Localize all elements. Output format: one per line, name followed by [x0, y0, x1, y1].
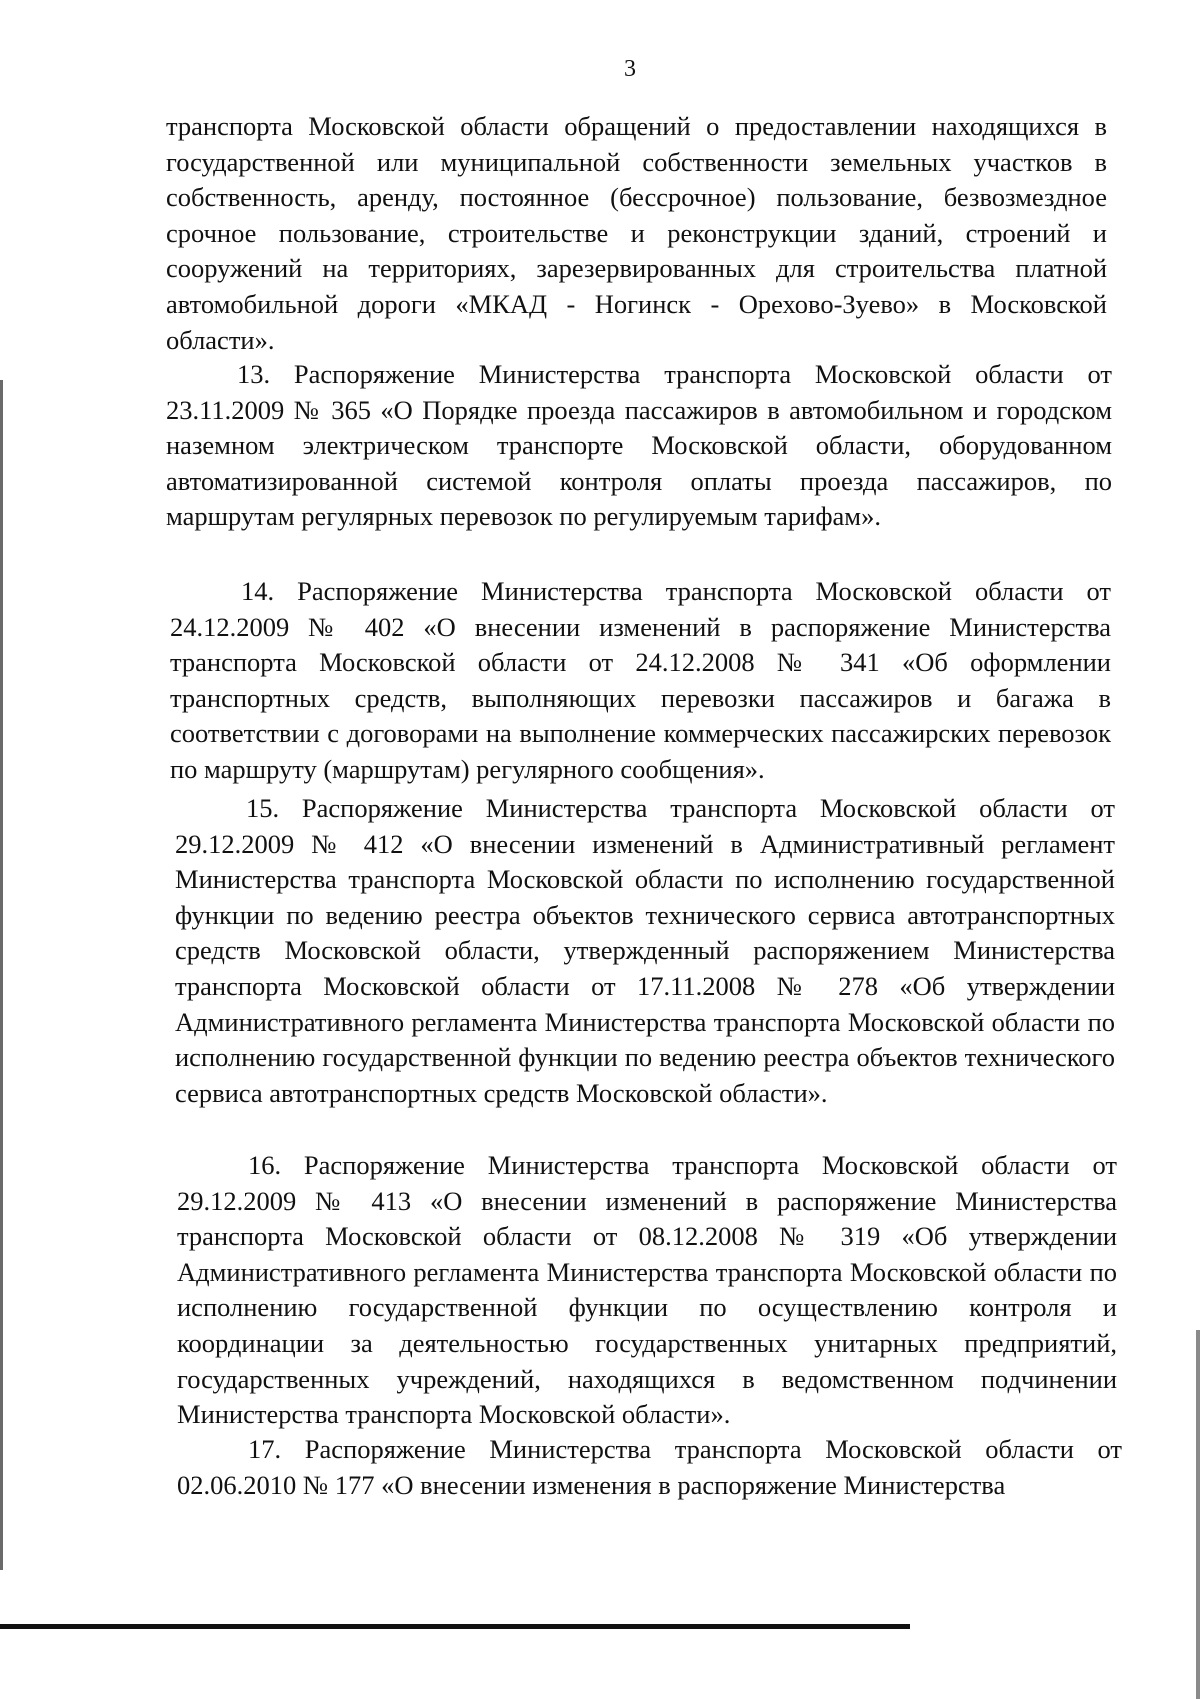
paragraph-12-continued: транспорта Московской области обращений о предоставлении находящихся в государственной или муниципальной собственности земельных участков в собственность, аренду, постоянное (бессрочное) пользование, безвозмездное срочное пользование, строительстве и реконструкции зданий, строений и сооружений на территориях, зарезервированных для строительства платной автомобильной дороги «МКАД - Ногинск - Орехово-Зуево» в Московской области».	[166, 111, 1107, 355]
paragraph-17: 17. Распоряжение Министерства транспорта Московской области от 02.06.2010 № 177 «О внесении изменения в распоряжение Министерства	[177, 1434, 1122, 1500]
scan-right-edge-shadow	[1196, 1330, 1200, 1699]
paragraph-block-15	[175, 791, 1115, 1111]
paragraph-16: 16. Распоряжение Министерства транспорта Московской области от 29.12.2009 № 413 «О внесении изменений в распоряжение Министерства транспорта Московской области от 08.12.2008 № 319 «Об утверждении Административного регламента Министерства транспорта Московской области по исполнению государственной функции по осуществлению контроля и координации за деятельностью государственных унитарных предприятий, государственных учреждений, находящихся в ведомственном подчинении Министерства транспорта Московской области».	[177, 1150, 1117, 1430]
paragraph-block-17	[177, 1432, 1122, 1503]
paragraph-block-16	[177, 1148, 1117, 1433]
scan-left-edge-shadow	[0, 380, 3, 1570]
paragraph-block-12-continued	[166, 109, 1107, 358]
paragraph-13: 13. Распоряжение Министерства транспорта Московской области от 23.11.2009 № 365 «О Порядке проезда пассажиров в автомобильном и городском наземном электрическом транспорте Московской области, оборудованном автоматизированной системой контроля оплаты проезда пассажиров, по маршрутам регулярных перевозок по регулируемым тарифам».	[166, 359, 1112, 532]
page-number: 3	[624, 56, 636, 82]
paragraph-block-14	[170, 574, 1111, 788]
scan-bottom-bar	[0, 1624, 910, 1629]
paragraph-15: 15. Распоряжение Министерства транспорта Московской области от 29.12.2009 № 412 «О внесении изменений в Административный регламент Министерства транспорта Московской области по исполнению государственной функции по ведению реестра объектов технического сервиса автотранспортных средств Московской области, утвержденный распоряжением Министерства транспорта Московской области от 17.11.2008 № 278 «Об утверждении Административного регламента Министерства транспорта Московской области по исполнению государственной функции по ведению реестра объектов технического сервиса автотранспортных средств Московской области».	[175, 793, 1115, 1108]
paragraph-block-13	[166, 357, 1112, 535]
paragraph-14: 14. Распоряжение Министерства транспорта Московской области от 24.12.2009 № 402 «О внесении изменений в распоряжение Министерства транспорта Московской области от 24.12.2008 № 341 «Об оформлении транспортных средств, выполняющих перевозки пассажиров и багажа в соответствии с договорами на выполнение коммерческих пассажирских перевозок по маршруту (маршрутам) регулярного сообщения».	[170, 576, 1111, 784]
